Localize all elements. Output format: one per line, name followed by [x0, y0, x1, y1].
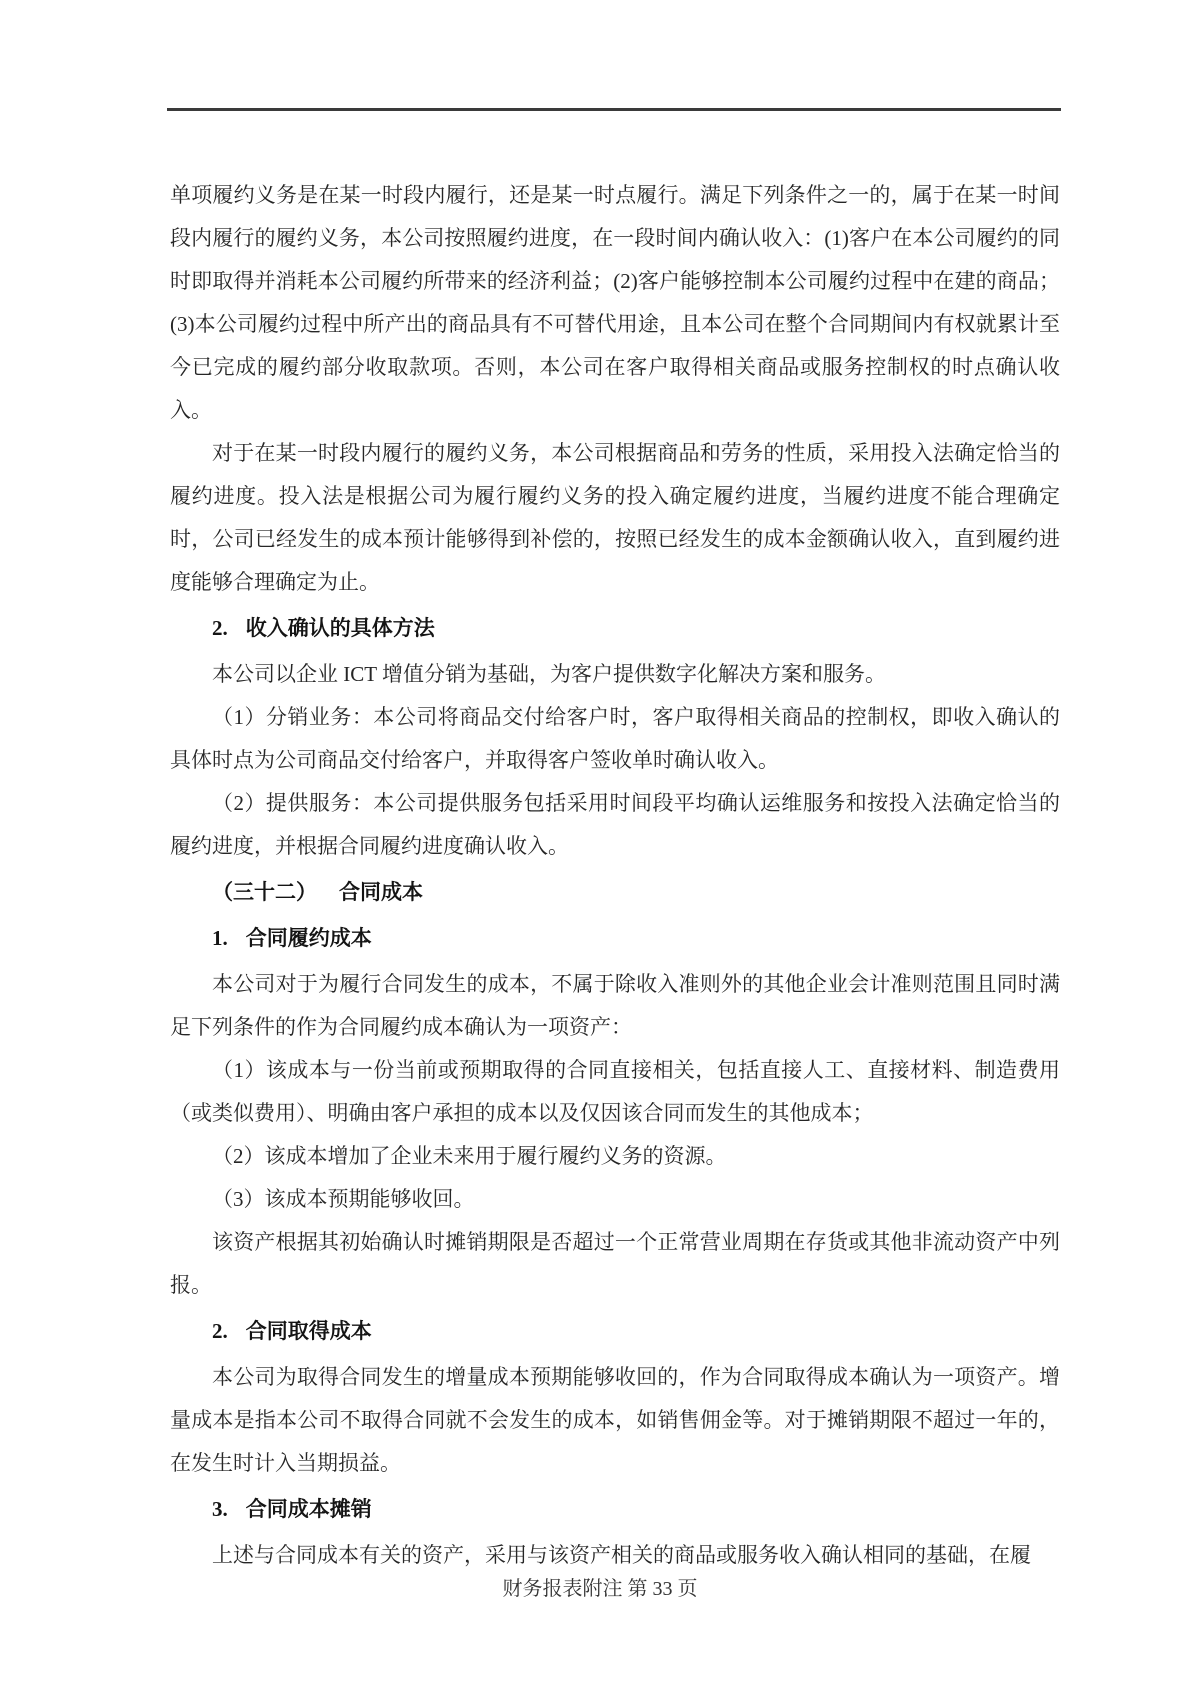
- page-footer: 财务报表附注 第 33 页: [502, 1578, 698, 1600]
- heading-title: 合同成本: [339, 880, 423, 904]
- heading-title: 合同成本摊销: [245, 1497, 372, 1521]
- paragraph-condition-1: （1）该成本与一份当前或预期取得的合同直接相关，包括直接人工、直接材料、制造费用（或类似费用）、明确由客户承担的成本以及仅因该合同而发生的其他成本；: [170, 1058, 1060, 1125]
- section-heading-revenue-method: [170, 607, 1060, 650]
- heading-title: 合同取得成本: [245, 1319, 372, 1343]
- heading-number: 2.: [212, 616, 228, 640]
- heading-number: 3.: [212, 1497, 228, 1521]
- section-heading-contract-acquisition-cost: [170, 1310, 1060, 1353]
- paragraph-performance-obligation: 单项履约义务是在某一时段内履行，还是某一时点履行。满足下列条件之一的，属于在某一时间段内履行的履约义务，本公司按照履约进度，在一段时间内确认收入：(1)客户在本公司履约的同时即取得并消耗本公司履约所带来的经济利益；(2)客户能够控制本公司履约过程中在建的商品；(3)本公司履约过程中所产出的商品具有不可替代用途，且本公司在整个合同期间内有权就累计至今已完成的履约部分收取款项。否则，本公司在客户取得相关商品或服务控制权的时点确认收入。: [170, 183, 1060, 422]
- paragraph-incremental-cost: 本公司为取得合同发生的增量成本预期能够收回的，作为合同取得成本确认为一项资产。增量成本是指本公司不取得合同就不会发生的成本，如销售佣金等。对于摊销期限不超过一年的，在发生时计入当期损益。: [170, 1365, 1060, 1475]
- document-body: [170, 174, 1060, 1577]
- paragraph-condition-3: （3）该成本预期能够收回。: [212, 1187, 475, 1211]
- paragraph-service-provision: （2）提供服务：本公司提供服务包括采用时间段平均确认运维服务和按投入法确定恰当的履约进度，并根据合同履约进度确认收入。: [170, 791, 1060, 858]
- section-heading-contract-cost-amortization: [170, 1488, 1060, 1531]
- heading-title: 合同履约成本: [245, 926, 372, 950]
- heading-number: 2.: [212, 1319, 228, 1343]
- heading-title: 收入确认的具体方法: [245, 616, 435, 640]
- section-heading-contract-cost: [170, 871, 1060, 914]
- heading-number: （三十二）: [212, 880, 317, 904]
- paragraph-distribution-business: （1）分销业务：本公司将商品交付给客户时，客户取得相关商品的控制权，即收入确认的具体时点为公司商品交付给客户，并取得客户签收单时确认收入。: [170, 705, 1060, 772]
- paragraph-amortization-basis: 上述与合同成本有关的资产，采用与该资产相关的商品或服务收入确认相同的基础，在履: [212, 1543, 1031, 1567]
- paragraph-ict-distribution: 本公司以企业 ICT 增值分销为基础，为客户提供数字化解决方案和服务。: [212, 662, 886, 686]
- paragraph-contract-cost-conditions: 本公司对于为履行合同发生的成本，不属于除收入准则外的其他企业会计准则范围且同时满足下列条件的作为合同履约成本确认为一项资产：: [170, 972, 1060, 1039]
- paragraph-input-method: 对于在某一时段内履行的履约义务，本公司根据商品和劳务的性质，采用投入法确定恰当的履约进度。投入法是根据公司为履行履约义务的投入确定履约进度，当履约进度不能合理确定时，公司已经发生的成本预计能够得到补偿的，按照已经发生的成本金额确认收入，直到履约进度能够合理确定为止。: [170, 441, 1060, 594]
- section-heading-contract-performance-cost: [170, 917, 1060, 960]
- paragraph-condition-2: （2）该成本增加了企业未来用于履行履约义务的资源。: [212, 1144, 727, 1168]
- paragraph-asset-presentation: 该资产根据其初始确认时摊销期限是否超过一个正常营业周期在存货或其他非流动资产中列报。: [170, 1230, 1060, 1297]
- header-divider-line: [167, 108, 1061, 111]
- heading-number: 1.: [212, 926, 228, 950]
